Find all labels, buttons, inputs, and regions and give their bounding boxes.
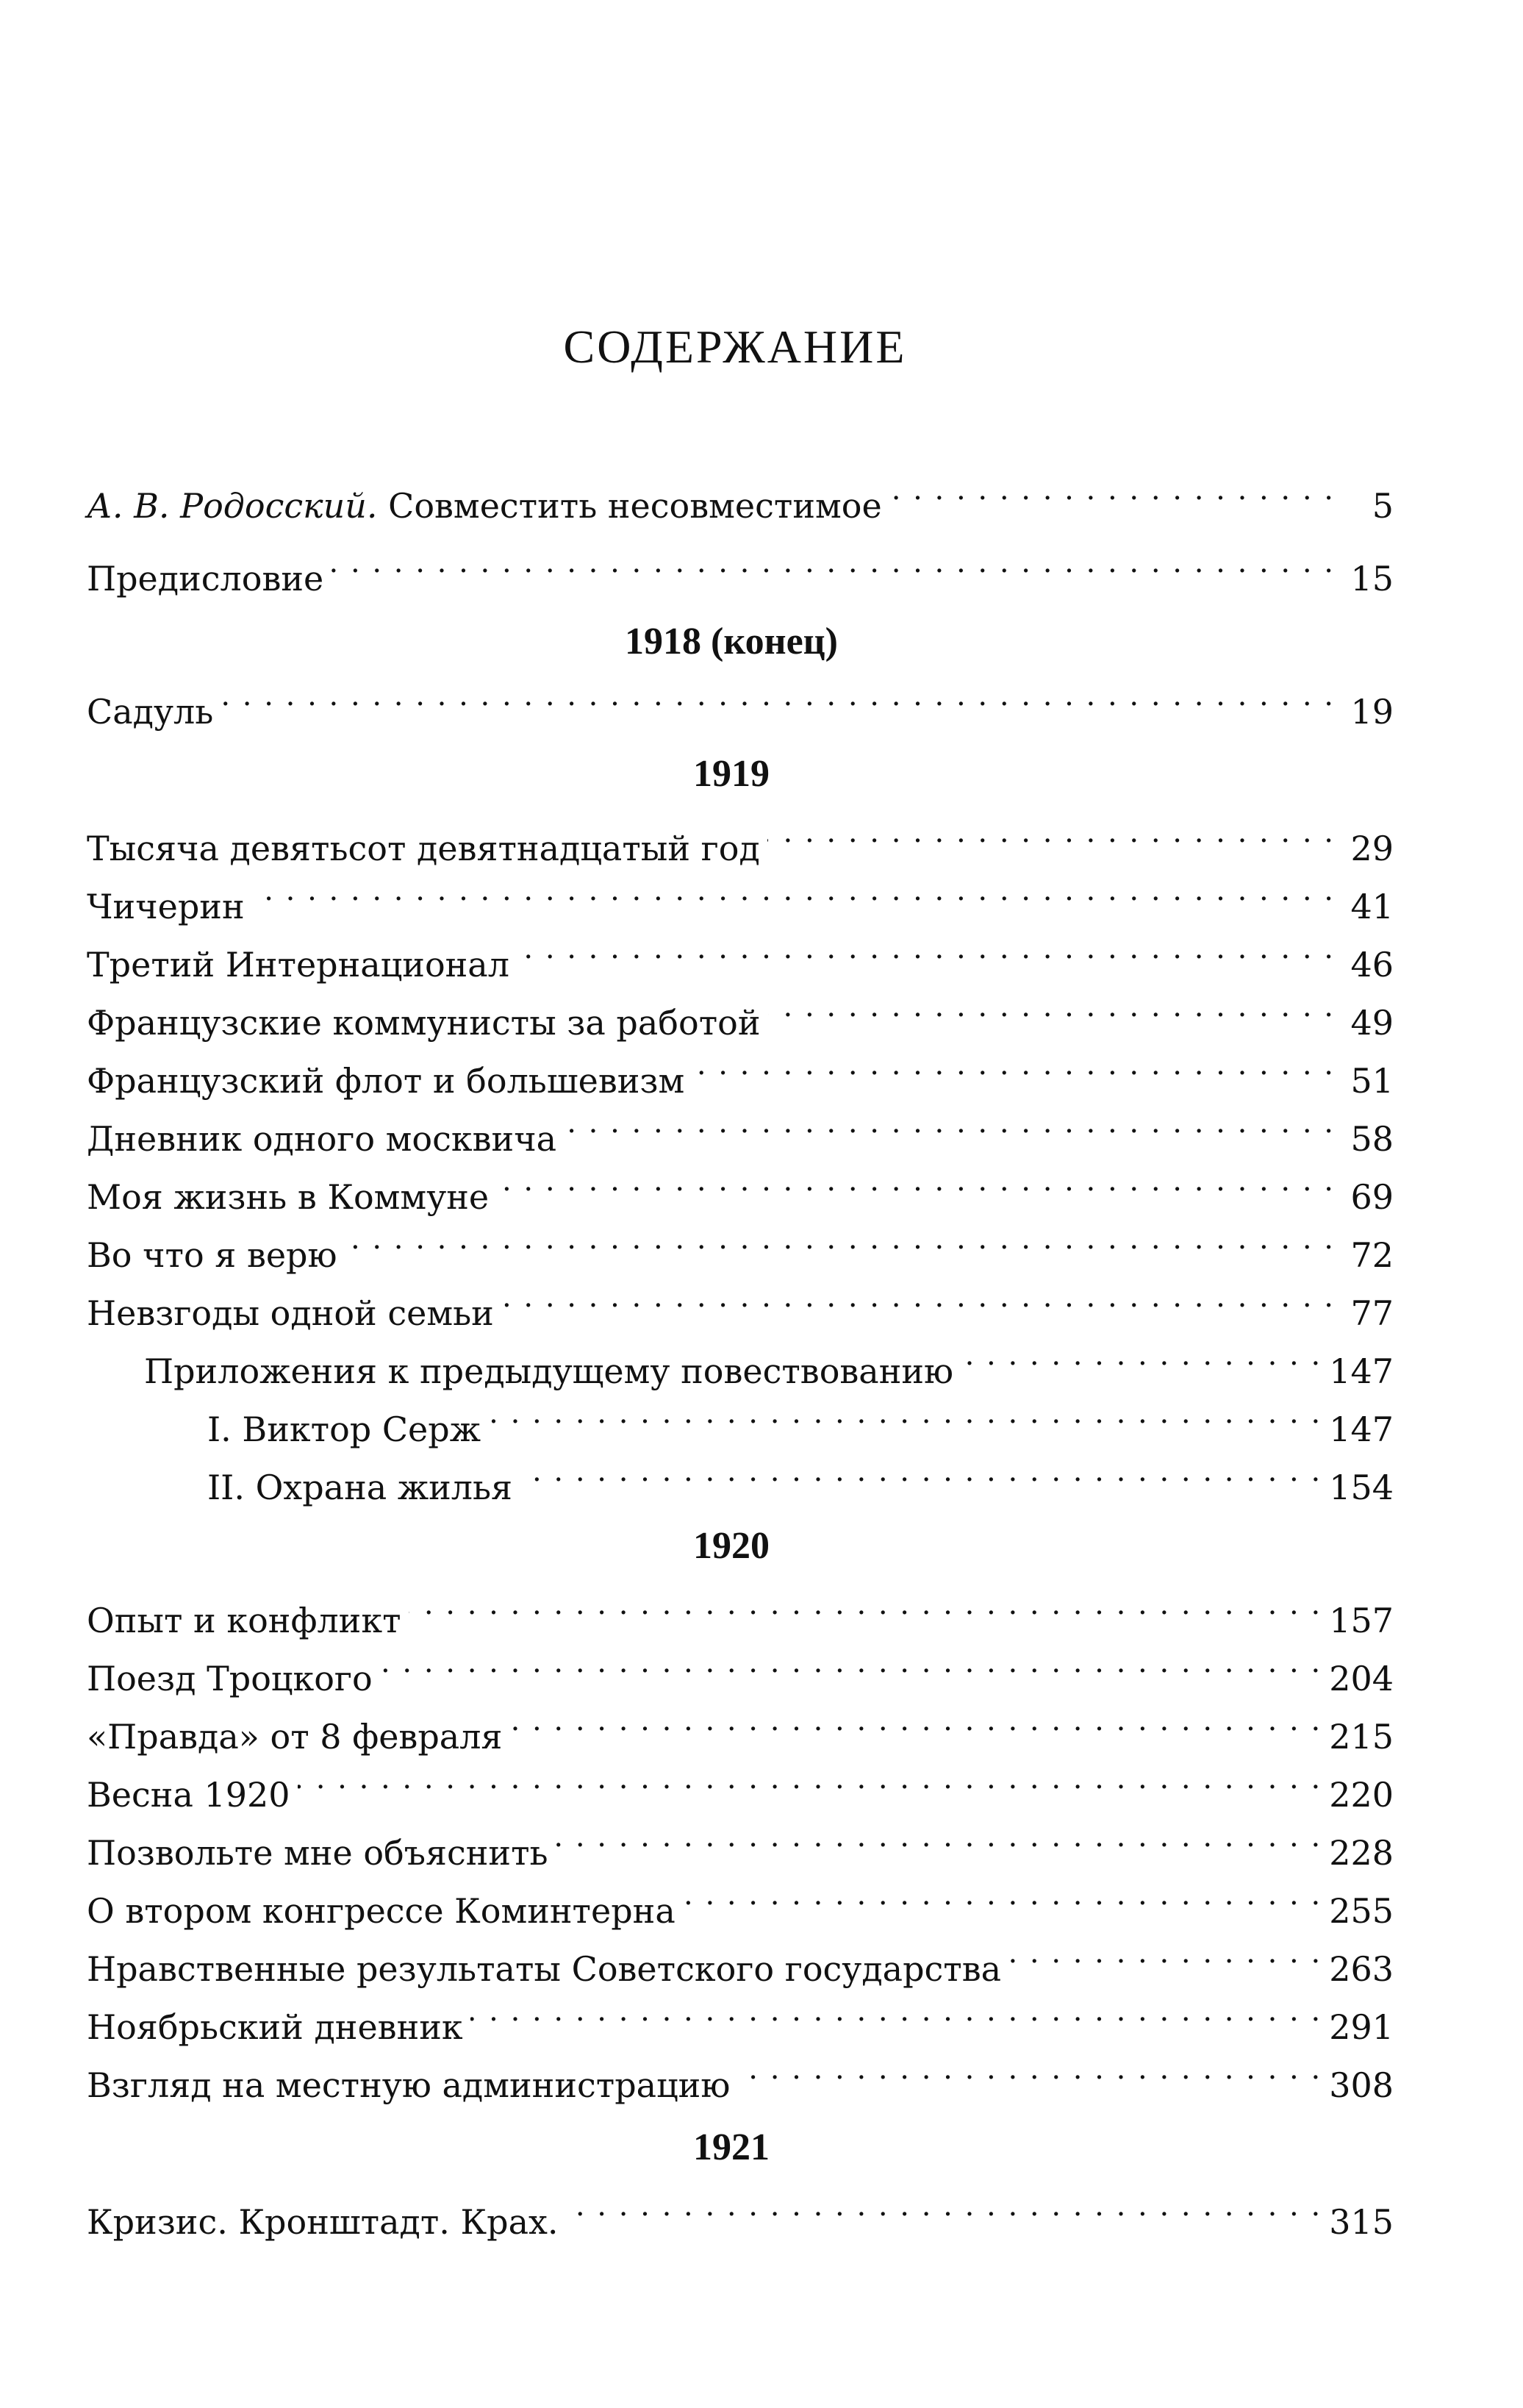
toc-entry xyxy=(87,1983,1394,2047)
toc-entry xyxy=(207,1443,1394,1507)
toc-entry-title: Позвольте мне объяснить xyxy=(87,1833,548,1873)
toc-entry-title: Французские коммунисты за работой xyxy=(87,1003,761,1043)
toc-entry-page: 46 xyxy=(1350,945,1394,985)
toc-entry-title: II. Охрана жилья xyxy=(207,1468,513,1507)
dot-leader xyxy=(409,1576,1322,1632)
toc-entry xyxy=(87,1693,1394,1757)
toc-entry-page: 49 xyxy=(1350,1003,1394,1043)
dot-leader xyxy=(737,2041,1322,2097)
toc-entry-title: Совместить несовместимое xyxy=(388,486,882,526)
toc-entry-title: Поезд Троцкого xyxy=(87,1659,373,1698)
dot-leader xyxy=(889,462,1335,518)
toc-entry-title: Чичерин xyxy=(87,887,245,926)
dot-leader xyxy=(517,921,1335,976)
toc-entry-page: 41 xyxy=(1350,887,1394,926)
toc-entry xyxy=(87,1211,1394,1275)
toc-entry xyxy=(87,668,1394,732)
toc-entry-text xyxy=(87,478,882,534)
toc-entry-page: 154 xyxy=(1329,1468,1394,1507)
toc-entry-page: 147 xyxy=(1329,1351,1394,1391)
toc-entry xyxy=(87,804,1394,868)
section-heading: 1919 xyxy=(693,753,770,795)
dot-leader xyxy=(556,1809,1322,1865)
dot-leader xyxy=(520,1443,1322,1499)
toc-entry xyxy=(87,1634,1394,1698)
toc-entry-page: 204 xyxy=(1329,1659,1394,1698)
toc-entry-page: 72 xyxy=(1350,1235,1394,1275)
toc-entry xyxy=(87,1925,1394,1989)
dot-leader xyxy=(1008,1925,1322,1981)
toc-entry xyxy=(144,1327,1394,1391)
toc-entry-page: 220 xyxy=(1329,1775,1394,1815)
dot-leader xyxy=(683,1867,1322,1923)
dot-leader xyxy=(380,1634,1322,1690)
dot-leader xyxy=(564,1095,1335,1151)
toc-entry-page: 308 xyxy=(1329,2065,1394,2105)
toc-entry-page: 228 xyxy=(1329,1833,1394,1873)
toc-entry xyxy=(87,462,1394,526)
toc-entry xyxy=(87,2041,1394,2105)
toc-entry xyxy=(87,1809,1394,1873)
toc-entry-page: 5 xyxy=(1372,486,1394,526)
toc-entry-title: «Правда» от 8 февраля xyxy=(87,1717,503,1757)
toc-entry-title: Французский флот и большевизм xyxy=(87,1061,685,1101)
dot-leader xyxy=(221,668,1335,724)
toc-entry-page: 51 xyxy=(1350,1061,1394,1101)
toc-entry-page: 157 xyxy=(1329,1601,1394,1640)
toc-entry-title: Кризис. Кронштадт. Крах. xyxy=(87,2202,559,2242)
toc-entry-page: 215 xyxy=(1329,1717,1394,1757)
toc-entry-author: А. В. Родосский. xyxy=(87,486,378,526)
toc-entry xyxy=(87,921,1394,985)
dot-leader xyxy=(767,804,1335,860)
toc-entry xyxy=(87,1095,1394,1159)
toc-entry xyxy=(87,1867,1394,1931)
toc-entry-title: Невзгоды одной семьи xyxy=(87,1293,494,1333)
dot-leader xyxy=(345,1211,1335,1267)
toc-entry xyxy=(87,1037,1394,1101)
toc-entry xyxy=(87,979,1394,1043)
toc-entry xyxy=(207,1385,1394,1449)
toc-entry-title: Приложения к предыдущему повествованию xyxy=(144,1351,954,1391)
toc-entry-title: О втором конгрессе Коминтерна xyxy=(87,1891,676,1931)
toc-entry-page: 15 xyxy=(1350,559,1394,599)
toc-entry-title: Предисловие xyxy=(87,559,324,599)
toc-entry xyxy=(87,862,1394,926)
toc-entry-page: 29 xyxy=(1350,829,1394,868)
toc-entry-page: 255 xyxy=(1329,1891,1394,1931)
dot-leader xyxy=(692,1037,1335,1093)
toc-entry-title: Моя жизнь в Коммуне xyxy=(87,1177,490,1217)
dot-leader xyxy=(470,1983,1322,2039)
dot-leader xyxy=(768,979,1336,1035)
section-heading: 1918 (конец) xyxy=(625,621,838,662)
toc-entry-title: Нравственные результаты Советского государства xyxy=(87,1949,1002,1989)
dot-leader xyxy=(509,1693,1322,1748)
toc-entry xyxy=(87,2178,1394,2242)
toc-entry-title: Садуль xyxy=(87,692,214,732)
toc-entry-title: Тысяча девятьсот девятнадцатый год xyxy=(87,829,760,868)
toc-entry-page: 263 xyxy=(1329,1949,1394,1989)
toc-entry-title: Опыт и конфликт xyxy=(87,1601,401,1640)
toc-entry xyxy=(87,535,1394,599)
toc-entry xyxy=(87,1576,1394,1640)
section-heading: 1920 xyxy=(693,1525,770,1567)
dot-leader xyxy=(496,1153,1335,1209)
toc-entry-page: 19 xyxy=(1350,692,1394,732)
toc-entry-title: I. Виктор Серж xyxy=(207,1410,481,1449)
toc-entry-title: Ноябрьский дневник xyxy=(87,2007,463,2047)
toc-entry xyxy=(87,1751,1394,1815)
dot-leader xyxy=(331,535,1335,590)
toc-entry-page: 69 xyxy=(1350,1177,1394,1217)
toc-entry-title: Во что я верю xyxy=(87,1235,337,1275)
page-title: СОДЕРЖАНИЕ xyxy=(563,321,907,373)
toc-entry-page: 77 xyxy=(1350,1293,1394,1333)
toc-entry-title: Взгляд на местную администрацию xyxy=(87,2065,731,2105)
toc-entry-page: 58 xyxy=(1350,1119,1394,1159)
dot-leader xyxy=(566,2178,1322,2234)
dot-leader xyxy=(252,862,1335,918)
dot-leader xyxy=(501,1269,1335,1325)
section-heading: 1921 xyxy=(693,2126,770,2168)
dot-leader xyxy=(488,1385,1322,1441)
dot-leader xyxy=(298,1751,1322,1807)
toc-entry-page: 315 xyxy=(1329,2202,1394,2242)
toc-entry-title: Весна 1920 xyxy=(87,1775,290,1815)
toc-entry-page: 147 xyxy=(1329,1410,1394,1449)
toc-entry xyxy=(87,1269,1394,1333)
toc-entry-title: Дневник одного москвича xyxy=(87,1119,557,1159)
dot-leader xyxy=(961,1327,1322,1383)
toc-entry-page: 291 xyxy=(1329,2007,1394,2047)
toc-entry xyxy=(87,1153,1394,1217)
toc-entry-title: Третий Интернационал xyxy=(87,945,509,985)
